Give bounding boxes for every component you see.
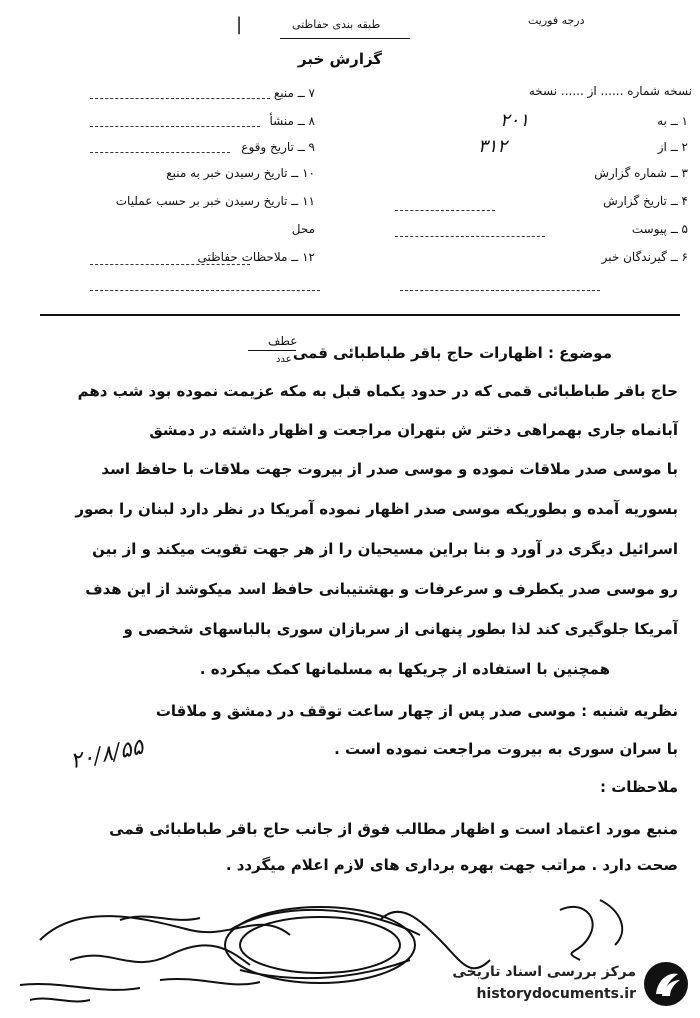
field-line <box>90 290 320 291</box>
left-field-origin: ۸ ــ منشأ <box>269 114 315 128</box>
priority-label: درجه فوریت <box>528 14 585 27</box>
number-label: عدد <box>276 354 292 365</box>
evaluation-line: با سران سوری به بیروت مراجعت نموده است . <box>334 740 678 758</box>
left-tick-mark: | <box>236 14 243 35</box>
evaluation-line: نظریه شنبه : موسی صدر پس از چهار ساعت توقف در دمشق و ملاقات <box>155 702 678 720</box>
right-field-copy: نسخه شماره ...... از ...... نسخه <box>528 84 692 98</box>
classification-rule <box>280 38 410 39</box>
field-line <box>90 98 270 99</box>
body-line: رو موسی صدر یکطرف و سرعرفات و بهشتیبانی حافظ اسد میکوشد از این هدف <box>85 580 678 598</box>
right-value-to: ۲۰۱ <box>500 110 530 131</box>
page-title: گزارش خبر <box>298 50 383 68</box>
right-field-to: ۱ ــ به <box>657 114 688 128</box>
left-field-source-date: ۱۰ ــ تاریخ رسیدن خبر به منبع <box>166 166 315 180</box>
remarks-label: ملاحظات : <box>599 778 678 796</box>
field-line <box>395 236 545 237</box>
archive-logo-icon <box>642 960 690 1008</box>
watermark <box>440 958 692 1012</box>
field-line <box>395 210 495 211</box>
right-field-from: ۲ ــ از <box>657 140 688 154</box>
body-line: اسرائیل دیگری در آورد و بنا براین مسیحیان را از هر جهت تقویت میکند و از بین <box>92 540 678 558</box>
watermark-name: مرکز بررسی اسناد تاریخی <box>452 964 636 980</box>
subject-line: موضوع : اظهارات حاج باقر طباطبائی قمی <box>292 344 612 362</box>
left-field-protection-notes: ۱۲ ــ ملاحظات حفاظتی <box>197 250 315 264</box>
header-divider <box>40 314 680 316</box>
left-field-event-date: ۹ ــ تاریخ وقوع <box>241 140 315 154</box>
body-line: همچنین با استفاده از چریکها به مسلمانها کمک میکرده . <box>199 660 610 678</box>
body-line: با موسی صدر ملاقات نموده و موسی صدر از بیروت جهت ملاقات با حافظ اسد <box>101 460 678 478</box>
remarks-line: منبع مورد اعتماد است و اظهار مطالب فوق از جانب حاج باقر طباطبائی قمی <box>109 820 678 838</box>
body-line: حاج باقر طباطبائی قمی که در حدود یکماه قبل به مکه عزیمت نموده بود شب دهم <box>77 382 678 400</box>
handwritten-date: ۲۰/۸/۵۵ <box>68 734 146 775</box>
body-line: آبانماه جاری بهمراهی دختر ش بتهران مراجعت و اظهار داشته در دمشق <box>149 421 678 439</box>
body-line: بسوریه آمده و بطوریکه موسی صدر اظهار نموده آمریکا در نظر دارد لبنان را بصور <box>75 500 678 518</box>
watermark-url: historydocuments.ir <box>476 986 636 1002</box>
right-field-report-date: ۴ ــ تاریخ گزارش <box>603 194 688 208</box>
body-line: آمریکا جلوگیری کند لذا بطور پنهانی از سربازان سوری بالباسهای شخصی و <box>123 620 678 638</box>
field-line <box>90 152 230 153</box>
field-line <box>400 290 600 291</box>
left-field-place: محل <box>291 222 315 236</box>
right-field-attachment: ۵ ــ پیوست <box>631 222 688 236</box>
classification-label: طبقه بندی حفاظتی <box>292 18 381 31</box>
left-field-source: ۷ ــ منبع <box>273 86 315 100</box>
remarks-line: صحت دارد . مراتب جهت بهره برداری های لازم اعلام میگردد . <box>225 856 678 874</box>
field-line <box>90 126 260 127</box>
right-field-report-no: ۳ ــ شماره گزارش <box>594 166 688 180</box>
left-field-operation-date: ۱۱ ــ تاریخ رسیدن خبر بر حسب عملیات <box>115 194 315 208</box>
reference-label: عطف <box>268 334 298 348</box>
field-line <box>90 264 250 265</box>
right-value-from: ۳۱۲ <box>478 136 508 157</box>
right-field-recipients: ۶ ــ گیرندگان خبر <box>601 250 688 264</box>
reference-rule <box>248 350 296 351</box>
